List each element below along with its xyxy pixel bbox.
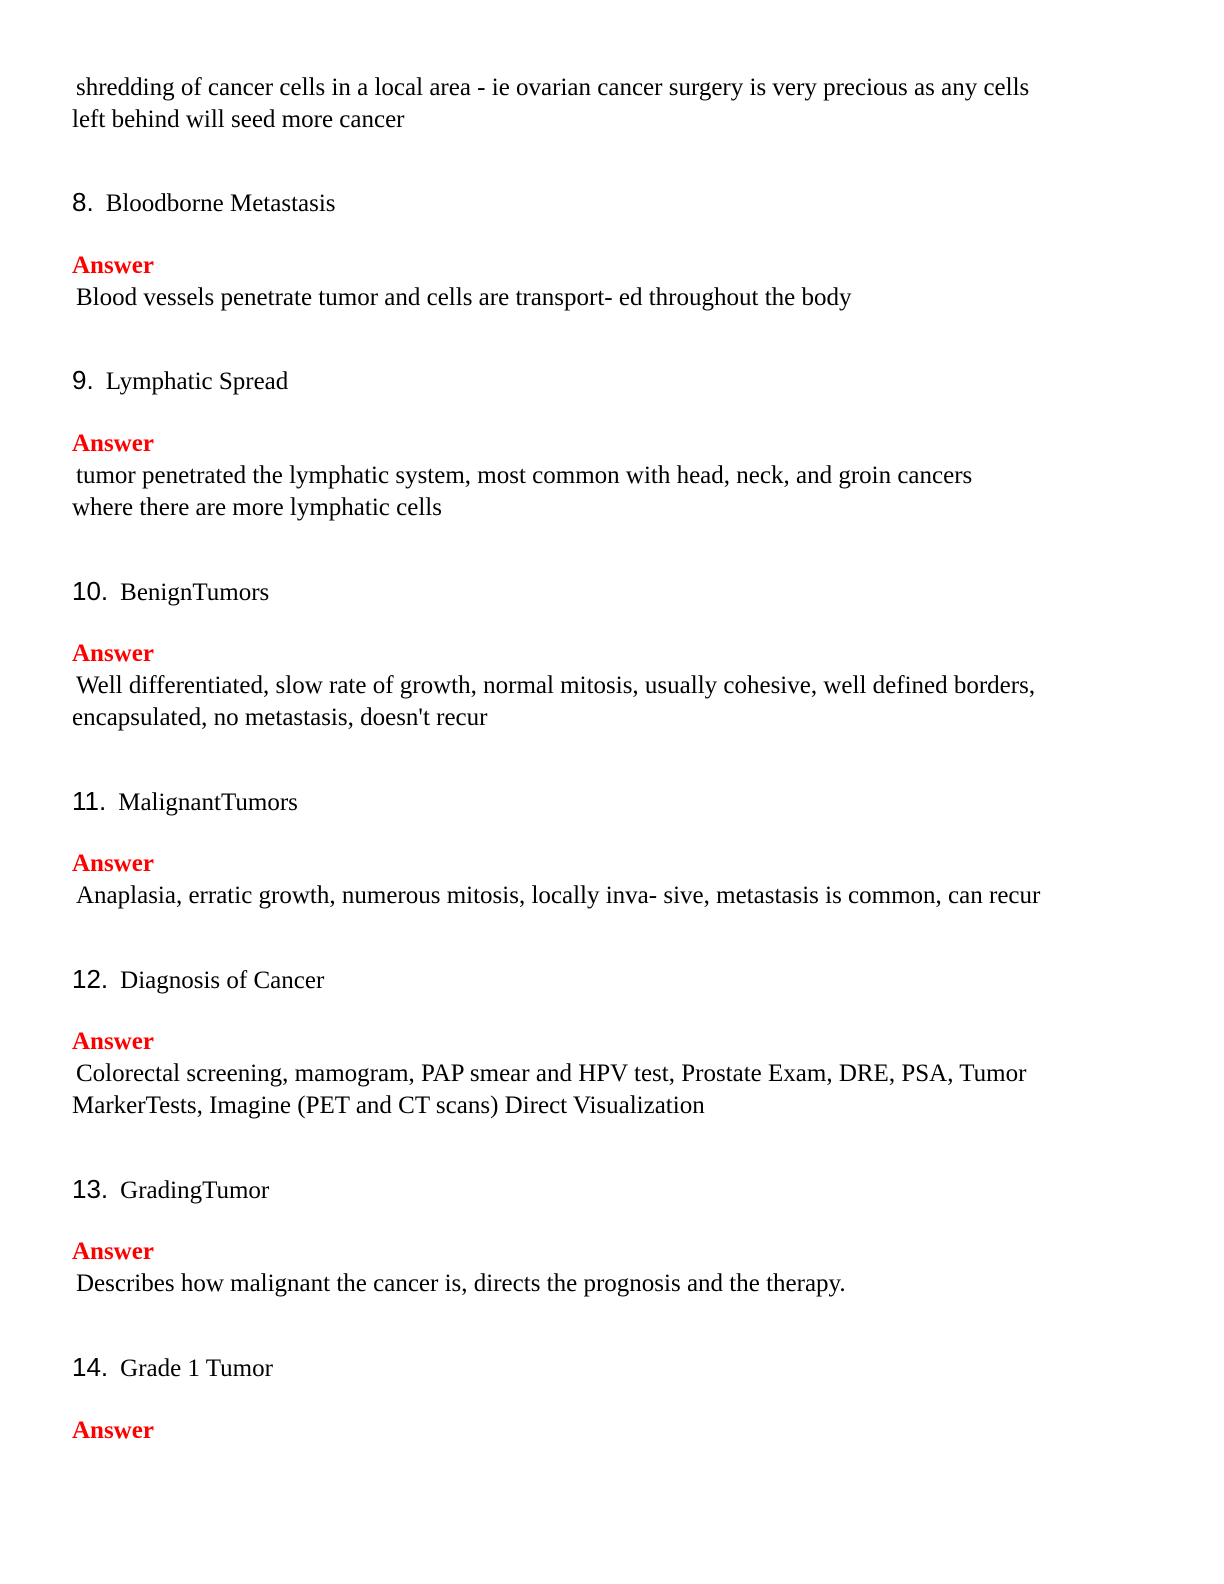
- intro-line-1: shredding of cancer cells in a local area - ie ovarian cancer surgery is very precious as any cells: [76, 74, 1030, 101]
- question-number: 10.: [72, 576, 109, 606]
- question-title: Diagnosis of Cancer: [120, 967, 325, 994]
- question-title: GradingTumor: [120, 1177, 270, 1204]
- question-title: Grade 1 Tumor: [120, 1355, 273, 1382]
- answer-label: Answer: [72, 850, 154, 877]
- question-number: 12.: [72, 964, 109, 994]
- question-number: 9.: [72, 365, 94, 395]
- question-11-heading: [72, 785, 298, 817]
- answer-line: where there are more lymphatic cells: [72, 494, 442, 521]
- answer-line: Colorectal screening, mamogram, PAP smear and HPV test, Prostate Exam, DRE, PSA, Tumor: [76, 1060, 1027, 1087]
- answer-line: tumor penetrated the lymphatic system, most common with head, neck, and groin cancers: [76, 462, 973, 489]
- answer-label: Answer: [72, 640, 154, 667]
- question-9-heading: [72, 364, 288, 396]
- question-14-heading: [72, 1351, 273, 1383]
- question-8-heading: [72, 186, 336, 218]
- answer-label: Answer: [72, 1028, 154, 1055]
- question-title: BenignTumors: [120, 579, 270, 606]
- question-number: 14.: [72, 1352, 109, 1382]
- intro-line-2: left behind will seed more cancer: [72, 106, 405, 133]
- question-13-heading: [72, 1173, 269, 1205]
- question-title: MalignantTumors: [118, 789, 298, 816]
- answer-line: Anaplasia, erratic growth, numerous mitosis, locally inva- sive, metastasis is common, can recur: [76, 882, 1041, 909]
- answer-line: Well differentiated, slow rate of growth, normal mitosis, usually cohesive, well defined borders,: [76, 672, 1036, 699]
- question-number: 11.: [72, 786, 107, 816]
- answer-line: encapsulated, no metastasis, doesn't recur: [72, 704, 488, 731]
- answer-line: Blood vessels penetrate tumor and cells are transport- ed throughout the body: [76, 284, 852, 311]
- question-number: 13.: [72, 1174, 109, 1204]
- question-12-heading: [72, 963, 324, 995]
- answer-line: MarkerTests, Imagine (PET and CT scans) Direct Visualization: [72, 1092, 705, 1119]
- answer-label: Answer: [72, 1417, 154, 1444]
- answer-line: Describes how malignant the cancer is, directs the prognosis and the therapy.: [76, 1270, 846, 1297]
- answer-label: Answer: [72, 252, 154, 279]
- question-number: 8.: [72, 187, 94, 217]
- question-10-heading: [72, 575, 269, 607]
- question-title: Lymphatic Spread: [105, 368, 289, 395]
- answer-label: Answer: [72, 430, 154, 457]
- question-title: Bloodborne Metastasis: [105, 190, 336, 217]
- answer-label: Answer: [72, 1238, 154, 1265]
